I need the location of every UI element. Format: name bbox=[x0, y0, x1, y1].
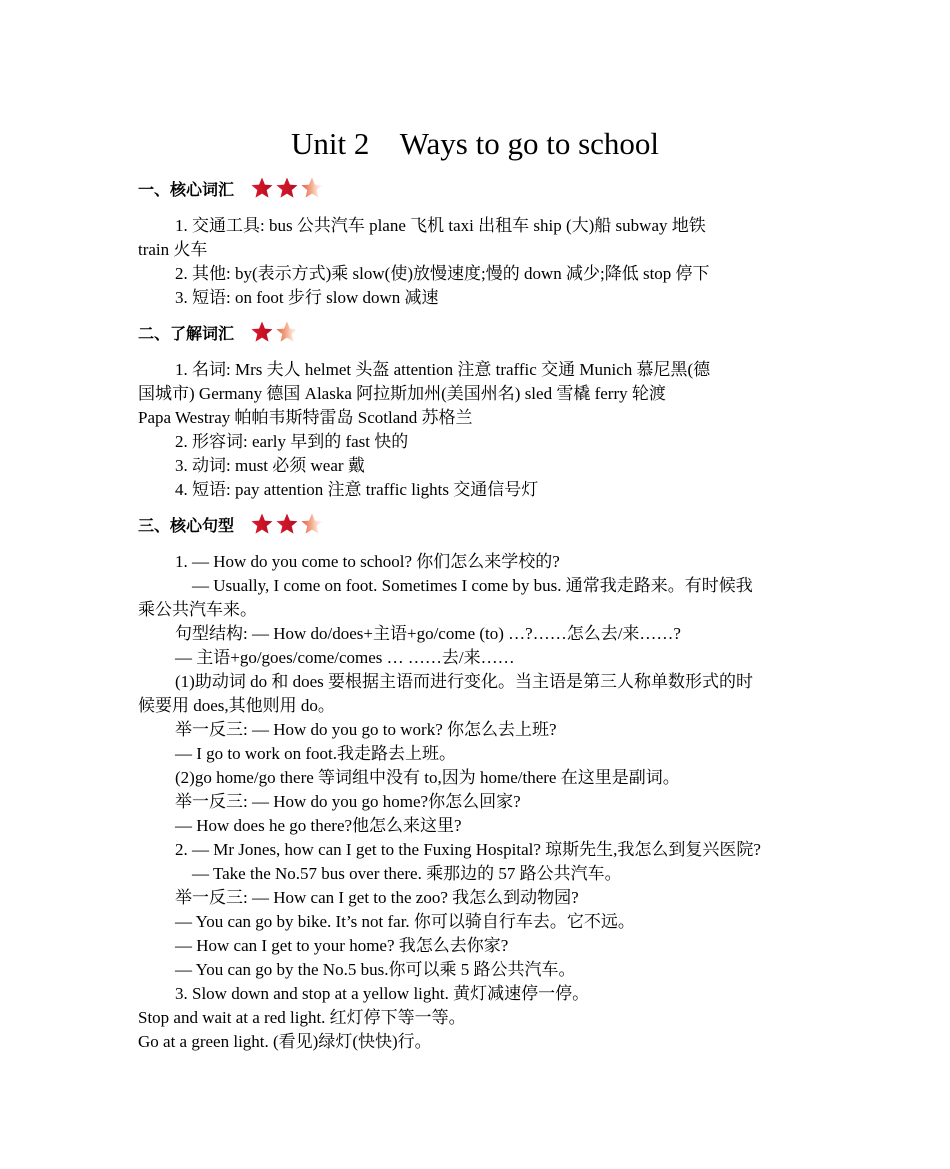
text-line: 2. — Mr Jones, how can I get to the Fuxing Hospital? 琼斯先生,我怎么到复兴医院? bbox=[175, 840, 761, 859]
text-line: — I go to work on foot.我走路去上班。 bbox=[175, 744, 456, 763]
text-line: Stop and wait at a red light. 红灯停下等一等。 bbox=[138, 1008, 466, 1027]
text-line: 句型结构: — How do/does+主语+go/come (to) …?……怎么去/来……? bbox=[175, 624, 681, 643]
text-line: 候要用 does,其他则用 do。 bbox=[138, 696, 335, 715]
text-line: 2. 形容词: early 早到的 fast 快的 bbox=[175, 432, 409, 451]
text-line: — Usually, I come on foot. Sometimes I come by bus. 通常我走路来。有时候我 bbox=[192, 576, 753, 595]
half-star-icon bbox=[300, 512, 324, 536]
text-line: train 火车 bbox=[138, 240, 208, 259]
text-line: 1. 名词: Mrs 夫人 helmet 头盔 attention 注意 traffic 交通 Munich 慕尼黑(德 bbox=[175, 360, 711, 379]
text-line: Go at a green light. (看见)绿灯(快快)行。 bbox=[138, 1032, 432, 1051]
section-heading-text: 一、核心词汇 bbox=[138, 179, 235, 199]
section-heading-extra-vocab bbox=[138, 317, 299, 347]
text-line: 1. — How do you come to school? 你们怎么来学校的? bbox=[175, 552, 560, 571]
text-line: 4. 短语: pay attention 注意 traffic lights 交通信号灯 bbox=[175, 480, 539, 499]
section-heading-text: 二、了解词汇 bbox=[138, 323, 235, 343]
text-line: — Take the No.57 bus over there. 乘那边的 57 路公共汽车。 bbox=[192, 864, 622, 883]
text-line: (1)助动词 do 和 does 要根据主语而进行变化。当主语是第三人称单数形式的时 bbox=[175, 672, 753, 691]
text-line: 3. 动词: must 必须 wear 戴 bbox=[175, 456, 365, 475]
star-icon bbox=[250, 512, 274, 536]
rating-stars bbox=[250, 176, 324, 200]
text-line: 1. 交通工具: bus 公共汽车 plane 飞机 taxi 出租车 ship (大)船 subway 地铁 bbox=[175, 216, 706, 235]
text-line: — You can go by bike. It’s not far. 你可以骑自行车去。它不远。 bbox=[175, 912, 635, 931]
text-line: 3. 短语: on foot 步行 slow down 减速 bbox=[175, 288, 439, 307]
text-line: 举一反三: — How can I get to the zoo? 我怎么到动物园? bbox=[175, 888, 579, 907]
star-icon bbox=[275, 176, 299, 200]
text-line: (2)go home/go there 等词组中没有 to,因为 home/there 在这里是副词。 bbox=[175, 768, 680, 787]
half-star-icon bbox=[300, 176, 324, 200]
text-line: Papa Westray 帕帕韦斯特雷岛 Scotland 苏格兰 bbox=[138, 408, 473, 427]
section-heading-core-vocab bbox=[138, 173, 324, 203]
page-title: Unit 2 Ways to go to school bbox=[290, 126, 660, 161]
text-line: 国城市) Germany 德国 Alaska 阿拉斯加州(美国州名) sled 雪橇 ferry 轮渡 bbox=[138, 384, 666, 403]
half-star-icon bbox=[275, 320, 299, 344]
text-line: 乘公共汽车来。 bbox=[138, 600, 257, 619]
text-line: — 主语+go/goes/come/comes … ……去/来…… bbox=[175, 648, 515, 667]
text-line: — How can I get to your home? 我怎么去你家? bbox=[175, 936, 509, 955]
section-heading-text: 三、核心句型 bbox=[138, 515, 235, 535]
text-line: — You can go by the No.5 bus.你可以乘 5 路公共汽车。 bbox=[175, 960, 576, 979]
star-icon bbox=[250, 176, 274, 200]
text-line: 举一反三: — How do you go home?你怎么回家? bbox=[175, 792, 521, 811]
rating-stars bbox=[250, 320, 299, 344]
star-icon bbox=[250, 320, 274, 344]
rating-stars bbox=[250, 512, 324, 536]
text-line: 3. Slow down and stop at a yellow light. 黄灯减速停一停。 bbox=[175, 984, 590, 1003]
text-line: 2. 其他: by(表示方式)乘 slow(使)放慢速度;慢的 down 减少;降低 stop 停下 bbox=[175, 264, 710, 283]
star-icon bbox=[275, 512, 299, 536]
section-heading-core-sentences bbox=[138, 509, 324, 539]
text-line: — How does he go there?他怎么来这里? bbox=[175, 816, 462, 835]
text-line: 举一反三: — How do you go to work? 你怎么去上班? bbox=[175, 720, 557, 739]
